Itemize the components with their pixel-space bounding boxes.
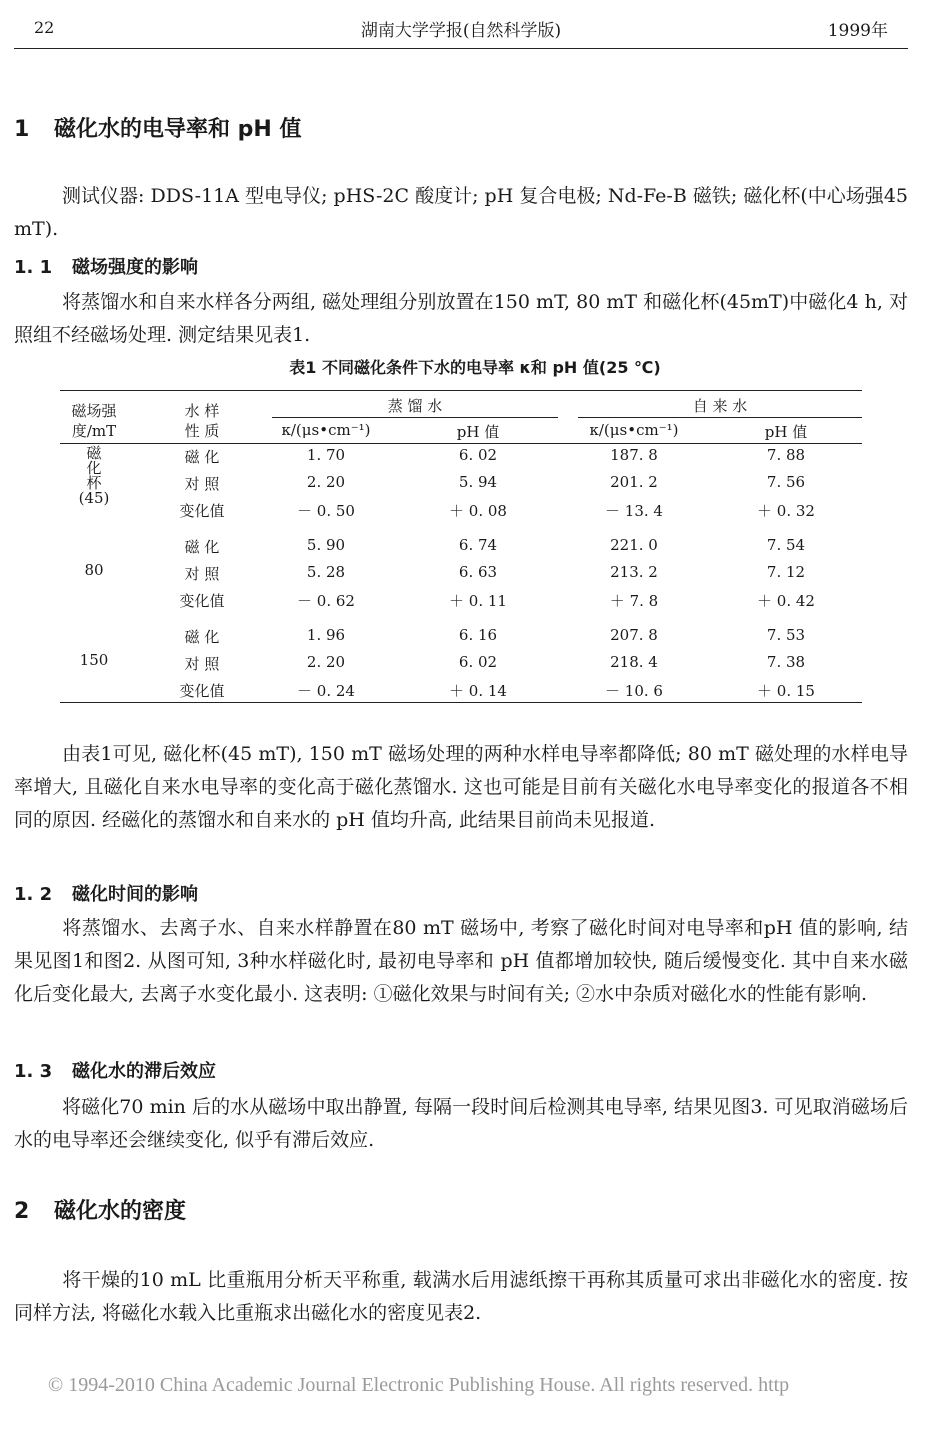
cell-kappa-tap: ＋ 7. 8 bbox=[609, 592, 659, 610]
cell-kappa-tap: － 10. 6 bbox=[605, 682, 663, 700]
journal-title: 湖南大学学报(自然科学版) bbox=[360, 21, 562, 41]
running-header bbox=[14, 14, 908, 49]
cell-field-strength: 磁 化 杯 (45) bbox=[78, 444, 110, 507]
cell-type: 变化值 bbox=[179, 502, 225, 520]
paragraph-table-discussion: 由表1可见, 磁化杯(45 mT), 150 mT 磁场处理的两种水样电导率都降低; 80 mT 磁处理的水样电导率增大, 且磁化自来水电导率的变化高于磁化蒸馏水. 这也可能是目前有关磁化水电导率变化的报道各不相同的原因. 经磁化的蒸馏水和自来水的 pH 值均升高, 此结果目前尚未见报道. bbox=[14, 743, 908, 831]
cell-kappa-tap: 207. 8 bbox=[610, 626, 658, 644]
cell-kappa-distilled: 1. 96 bbox=[306, 626, 346, 644]
section-2-heading: 2 磁化水的密度 bbox=[14, 1199, 187, 1224]
col-header-type-2: 性 质 bbox=[184, 422, 220, 440]
subsection-1-2-heading: 1. 2 磁化时间的影响 bbox=[14, 884, 198, 905]
paragraph-time: 将蒸馏水、去离子水、自来水样静置在80 mT 磁场中, 考察了磁化时间对电导率和pH 值的影响, 结果见图1和图2. 从图可知, 3种水样磁化时, 最初电导率和 pH 值都增加较快, 随后缓慢变化. 其中自来水磁化后变化最大, 去离子水变化最小. 这表明: ①磁化效果与时间有关; ②水中杂质对磁化水的性能有影响. bbox=[14, 917, 908, 1005]
cell-ph-distilled: 6. 74 bbox=[458, 536, 498, 554]
cell-ph-tap: ＋ 0. 42 bbox=[757, 592, 815, 610]
col-header-ph-b: pH 值 bbox=[764, 423, 808, 441]
col-header-field-1: 磁场强 bbox=[71, 402, 117, 420]
cell-kappa-distilled: 2. 20 bbox=[306, 653, 346, 671]
cell-kappa-tap: 221. 0 bbox=[610, 536, 658, 554]
cell-ph-distilled: 5. 94 bbox=[458, 473, 498, 491]
page-number: 22 bbox=[34, 18, 55, 37]
cell-kappa-distilled: － 0. 24 bbox=[297, 682, 355, 700]
cell-ph-tap: ＋ 0. 32 bbox=[757, 502, 815, 520]
cell-kappa-distilled: 1. 70 bbox=[306, 446, 346, 464]
cell-type: 对 照 bbox=[184, 565, 220, 583]
col-header-kappa-b: κ/(μs•cm⁻¹) bbox=[589, 421, 679, 439]
cell-type: 对 照 bbox=[184, 655, 220, 673]
cell-type: 变化值 bbox=[179, 592, 225, 610]
table-header-rule bbox=[60, 443, 862, 444]
col-header-ph-a: pH 值 bbox=[456, 423, 500, 441]
cell-type: 磁 化 bbox=[184, 538, 220, 556]
col-header-field-2: 度/mT bbox=[71, 422, 117, 440]
cell-kappa-tap: 218. 4 bbox=[610, 653, 658, 671]
section-title: 磁化水的电导率和 pH 值 bbox=[54, 117, 302, 142]
cell-ph-tap: 7. 54 bbox=[766, 536, 806, 554]
cell-kappa-distilled: － 0. 62 bbox=[297, 592, 355, 610]
subsection-1-1-heading: 1. 1 磁场强度的影响 bbox=[14, 257, 198, 278]
cell-kappa-distilled: 5. 90 bbox=[306, 536, 346, 554]
cell-field-strength: 150 bbox=[79, 651, 109, 669]
paragraph-density: 将干燥的10 mL 比重瓶用分析天平称重, 载满水后用滤纸擦干再称其质量可求出非磁化水的密度. 按同样方法, 将磁化水载入比重瓶求出磁化水的密度见表2. bbox=[14, 1269, 908, 1324]
col-header-kappa-a: κ/(μs•cm⁻¹) bbox=[281, 421, 371, 439]
cell-ph-distilled: 6. 02 bbox=[458, 653, 498, 671]
paragraph-field-strength: 将蒸馏水和自来水样各分两组, 磁处理组分别放置在150 mT, 80 mT 和磁化杯(45mT)中磁化4 h, 对照组不经磁场处理. 测定结果见表1. bbox=[14, 291, 908, 346]
table-top-rule bbox=[60, 390, 862, 391]
cell-ph-distilled: 6. 63 bbox=[458, 563, 498, 581]
paragraph-instruments: 测试仪器: DDS-11A 型电导仪; pHS-2C 酸度计; pH 复合电极; Nd-Fe-B 磁铁; 磁化杯(中心场强45 mT). bbox=[14, 185, 908, 240]
journal-year: 1999年 bbox=[827, 21, 888, 41]
copyright-watermark: © 1994-2010 China Academic Journal Electronic Publishing House. All rights reserved. http bbox=[48, 1374, 790, 1396]
cell-ph-distilled: 6. 16 bbox=[458, 626, 498, 644]
cell-ph-distilled: ＋ 0. 14 bbox=[449, 682, 507, 700]
paragraph-hysteresis: 将磁化70 min 后的水从磁场中取出静置, 每隔一段时间后检测其电导率, 结果见图3. 可见取消磁场后水的电导率还会继续变化, 似乎有滞后效应. bbox=[14, 1096, 908, 1151]
group-a-rule bbox=[272, 417, 558, 418]
cell-kappa-tap: 213. 2 bbox=[610, 563, 658, 581]
cell-type: 对 照 bbox=[184, 475, 220, 493]
cell-ph-tap: 7. 88 bbox=[766, 446, 806, 464]
cell-kappa-distilled: 5. 28 bbox=[306, 563, 346, 581]
cell-ph-tap: 7. 53 bbox=[766, 626, 806, 644]
cell-type: 磁 化 bbox=[184, 448, 220, 466]
cell-ph-distilled: ＋ 0. 08 bbox=[449, 502, 507, 520]
cell-ph-tap: 7. 56 bbox=[766, 473, 806, 491]
cell-field-strength: 80 bbox=[84, 561, 104, 579]
cell-type: 磁 化 bbox=[184, 628, 220, 646]
cell-kappa-tap: 201. 2 bbox=[610, 473, 658, 491]
subsection-1-3-heading: 1. 3 磁化水的滞后效应 bbox=[14, 1061, 216, 1082]
cell-kappa-distilled: － 0. 50 bbox=[297, 502, 355, 520]
cell-kappa-tap: 187. 8 bbox=[610, 446, 658, 464]
cell-ph-tap: 7. 38 bbox=[766, 653, 806, 671]
cell-ph-tap: ＋ 0. 15 bbox=[757, 682, 815, 700]
group-header-tap: 自 来 水 bbox=[692, 397, 748, 415]
section-number: 1 bbox=[14, 117, 30, 142]
cell-ph-distilled: ＋ 0. 11 bbox=[449, 592, 507, 610]
table-1-caption: 表1 不同磁化条件下水的电导率 κ和 pH 值(25 ℃) bbox=[289, 358, 661, 377]
cell-ph-distilled: 6. 02 bbox=[458, 446, 498, 464]
group-header-distilled: 蒸 馏 水 bbox=[387, 397, 443, 415]
section-1-heading bbox=[14, 112, 301, 143]
cell-type: 变化值 bbox=[179, 682, 225, 700]
cell-ph-tap: 7. 12 bbox=[766, 563, 806, 581]
cell-kappa-distilled: 2. 20 bbox=[306, 473, 346, 491]
table-bottom-rule bbox=[60, 702, 862, 703]
col-header-type-1: 水 样 bbox=[184, 402, 220, 420]
cell-kappa-tap: － 13. 4 bbox=[605, 502, 663, 520]
group-b-rule bbox=[578, 417, 862, 418]
